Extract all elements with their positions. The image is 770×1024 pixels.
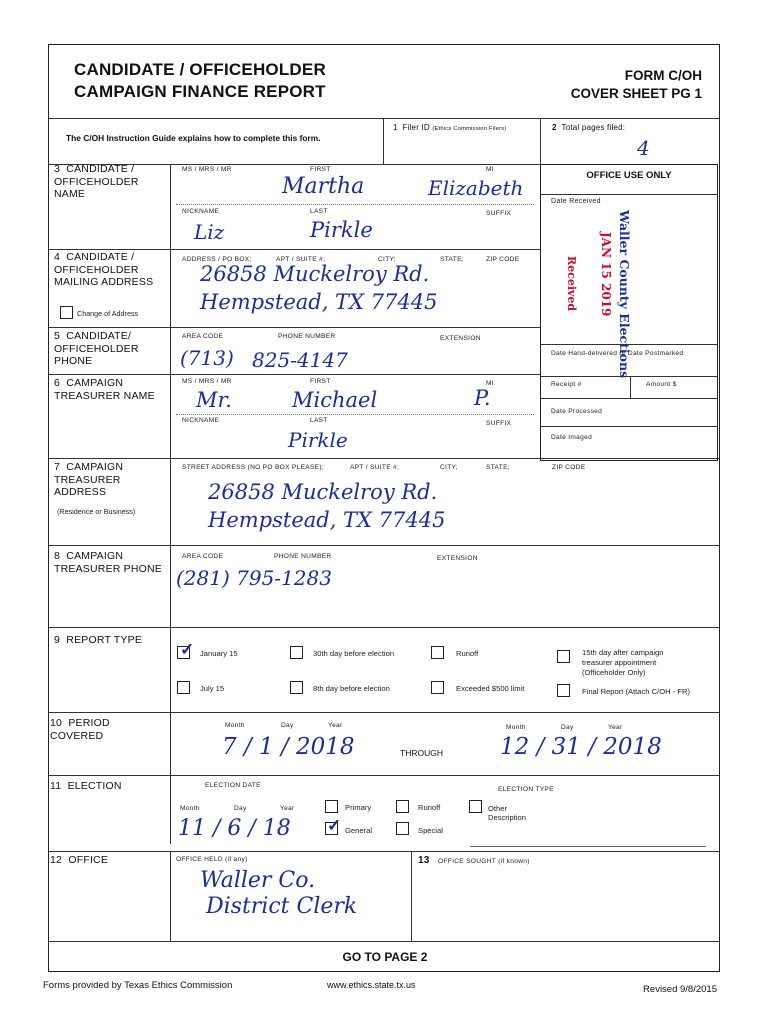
other-label: Other	[488, 804, 507, 813]
form-id-line2: COVER SHEET PG 1	[570, 86, 702, 101]
s3-last-label: LAST	[310, 208, 328, 215]
pages-divider	[540, 118, 541, 164]
s3-prefix-label: MS / MRS / MR	[182, 166, 232, 173]
form-title-line1: CANDIDATE / OFFICEHOLDER	[74, 60, 326, 79]
s3-mi-label: MI	[486, 166, 494, 173]
s10-from-day-label: Day	[281, 722, 294, 729]
general-checkmark-icon: ✓	[327, 816, 342, 835]
primary-label: Primary	[345, 803, 372, 812]
s8-area-label: AREA CODE	[182, 553, 224, 560]
footer-revised: Revised 9/8/2015	[643, 984, 717, 995]
s4-apt-label: APT / SUITE #;	[276, 256, 326, 263]
election-date-label: ELECTION DATE	[205, 782, 261, 789]
s4-zip-label: ZIP CODE	[486, 256, 520, 263]
day30-checkbox[interactable]	[290, 646, 303, 659]
runoff-report-label: Runoff	[456, 649, 479, 658]
s3-nickname[interactable]: Liz	[194, 220, 225, 244]
general-label: General	[345, 826, 373, 835]
s10-from-month-label: Month	[225, 722, 245, 729]
section-11-label: 11 ELECTION	[50, 780, 122, 792]
s3-first-name[interactable]: Martha	[282, 174, 365, 199]
runoff-report-checkbox[interactable]	[431, 646, 444, 659]
divider-9	[48, 627, 720, 628]
s7-state-label: STATE;	[486, 464, 510, 471]
s7-apt-label: APT / SUITE #;	[350, 464, 400, 471]
s8-phone-value[interactable]: (281) 795-1283	[176, 566, 332, 590]
s3-nickname-label: NICKNAME	[182, 208, 220, 215]
s7-residence-note: (Residence or Business)	[57, 507, 136, 516]
section-12-label: 12 OFFICE	[50, 854, 109, 866]
s4-city-label: CITY;	[378, 256, 396, 263]
primary-checkbox[interactable]	[325, 800, 338, 813]
s6-prefix-label: MS / MRS / MR	[182, 378, 232, 385]
s6-last-name[interactable]: Pirkle	[288, 428, 348, 452]
total-pages-label: 2 Total pages filed:	[552, 123, 626, 132]
period-from-date[interactable]: 7 / 1 / 2018	[222, 734, 355, 760]
section-7-label: 7 CAMPAIGN TREASURER ADDRESS	[54, 461, 124, 498]
footer-provided: Forms provided by Texas Ethics Commission	[43, 980, 233, 991]
s3-first-label: FIRST	[310, 166, 331, 173]
section-8-label: 8 CAMPAIGN TREASURER PHONE	[54, 550, 163, 575]
divider-5	[48, 327, 540, 328]
s3-dotted-line	[176, 204, 534, 205]
office-use-title: OFFICE USE ONLY	[586, 170, 672, 181]
header-divider	[48, 118, 720, 119]
divider-12	[48, 851, 720, 852]
period-to-date[interactable]: 12 / 31 / 2018	[500, 734, 662, 760]
description-line	[470, 846, 706, 847]
stamp-received: Received	[565, 256, 578, 312]
exceeded-checkbox[interactable]	[431, 681, 444, 694]
stamp-county: Waller County Elections	[617, 210, 632, 379]
s6-suffix-label: SUFFIX	[486, 420, 512, 427]
date-received-label: Date Received	[551, 198, 601, 205]
divider-4	[48, 249, 540, 250]
section-5-label: 5 CANDIDATE/ OFFICEHOLDER PHONE	[54, 330, 139, 367]
amount-label: Amount $	[646, 381, 677, 388]
election-date-value[interactable]: 11 / 6 / 18	[178, 816, 291, 841]
s5-phone-number[interactable]: 825-4147	[252, 348, 348, 372]
office-held-line1[interactable]: Waller Co.	[200, 868, 316, 893]
stamp-date: JAN 15 2019	[599, 232, 613, 317]
jan15-checkmark-icon: ✓	[180, 640, 195, 659]
s6-first-label: FIRST	[310, 378, 331, 385]
change-of-address-label: Change of Address	[77, 309, 139, 318]
jul15-label: July 15	[200, 684, 225, 693]
s6-first-name[interactable]: Michael	[292, 388, 378, 412]
office-divider-4	[541, 426, 717, 427]
s6-mi-label: MI	[486, 380, 494, 387]
final-report-label: Final Report (Attach C/OH - FR)	[582, 687, 691, 696]
office-divider-2	[541, 376, 717, 377]
day30-label: 30th day before election	[313, 649, 395, 658]
section-6-label: 6 CAMPAIGN TREASURER NAME	[54, 377, 155, 402]
hand-delivered-label: Date Hand-delivered or Date Postmarked	[551, 350, 684, 357]
special-label: Special	[418, 826, 443, 835]
final-report-checkbox[interactable]	[557, 684, 570, 697]
through-label: THROUGH	[400, 748, 443, 758]
section-4-label: 4 CANDIDATE / OFFICEHOLDER MAILING ADDRESS	[54, 251, 154, 288]
s12-divider	[170, 851, 171, 941]
divider-10	[48, 712, 720, 713]
s4-address-line2[interactable]: Hempstead, TX 77445	[200, 290, 438, 314]
s7-zip-label: ZIP CODE	[552, 464, 586, 471]
s8-ext-label: EXTENSION	[437, 555, 478, 562]
date-processed-label: Date Processed	[551, 408, 603, 415]
description-label: Description	[488, 813, 526, 822]
day15-checkbox[interactable]	[557, 650, 570, 663]
office-divider-1	[541, 344, 717, 345]
s6-prefix[interactable]: Mr.	[196, 388, 232, 412]
day8-label: 8th day before election	[313, 684, 390, 693]
footer-url[interactable]: www.ethics.state.tx.us	[327, 980, 416, 990]
s13-divider	[411, 851, 412, 941]
office-held-label: OFFICE HELD (if any)	[176, 856, 248, 863]
s11-day-label: Day	[234, 805, 247, 812]
s5-area-code[interactable]: (713)	[180, 346, 234, 370]
divider-6	[48, 374, 540, 375]
s7-address-label: STREET ADDRESS (NO PO BOX PLEASE);	[182, 464, 324, 471]
s4-state-label: STATE;	[440, 256, 464, 263]
instruction-text: The C/OH Instruction Guide explains how to complete this form.	[66, 133, 321, 143]
section-3-label: 3 CANDIDATE / OFFICEHOLDER NAME	[54, 163, 139, 200]
s10-to-month-label: Month	[506, 724, 526, 731]
day8-checkbox[interactable]	[290, 681, 303, 694]
election-runoff-checkbox[interactable]	[396, 800, 409, 813]
divider-11	[48, 775, 720, 776]
receipt-label: Receipt #	[551, 381, 582, 388]
jul15-checkbox[interactable]	[177, 681, 190, 694]
day15-label-line2: treasurer appointment	[582, 658, 657, 667]
filer-id-field[interactable]	[392, 138, 532, 158]
election-runoff-label: Runoff	[418, 803, 441, 812]
s3-last-name[interactable]: Pirkle	[310, 218, 373, 242]
receipt-divider	[630, 376, 631, 398]
office-divider-3	[541, 398, 717, 399]
s6-middle-initial[interactable]: P.	[474, 386, 491, 410]
s5-ext-label: EXTENSION	[440, 335, 481, 342]
s4-address-line1[interactable]: 26858 Muckelroy Rd.	[200, 262, 430, 286]
form-title-line2: CAMPAIGN FINANCE REPORT	[74, 82, 326, 101]
office-sought-field[interactable]	[418, 872, 714, 932]
election-type-label: ELECTION TYPE	[498, 786, 554, 793]
s10-to-year-label: Year	[608, 724, 623, 731]
s3-suffix-label: SUFFIX	[486, 210, 512, 217]
s4-address-label: ADDRESS / PO BOX;	[182, 256, 252, 263]
s6-last-label: LAST	[310, 417, 328, 424]
section-13-num: 13	[418, 855, 430, 866]
total-pages-value[interactable]: 4	[637, 136, 650, 160]
section-10-label: 10 PERIOD COVERED	[50, 717, 110, 742]
section-9-label: 9 REPORT TYPE	[54, 634, 143, 646]
office-held-line2[interactable]: District Clerk	[206, 894, 358, 919]
s3-middle-name[interactable]: Elizabeth	[428, 176, 524, 200]
s10-from-year-label: Year	[328, 722, 343, 729]
s6-nickname-label: NICKNAME	[182, 417, 220, 424]
s7-address-line1[interactable]: 26858 Muckelroy Rd.	[208, 480, 438, 504]
other-checkbox[interactable]	[469, 800, 482, 813]
s7-address-line2[interactable]: Hempstead, TX 77445	[208, 508, 446, 532]
s10-to-day-label: Day	[561, 724, 574, 731]
s11-month-label: Month	[180, 805, 200, 812]
change-of-address-checkbox[interactable]	[60, 306, 73, 319]
s5-area-label: AREA CODE	[182, 333, 224, 340]
filer-divider	[383, 118, 384, 164]
date-imaged-label: Date Imaged	[551, 434, 593, 441]
jan15-label: January 15	[200, 649, 238, 658]
exceeded-label: Exceeded $500 limit	[456, 684, 525, 693]
divider-footer	[48, 941, 720, 942]
special-checkbox[interactable]	[396, 822, 409, 835]
form-id-line1: FORM C/OH	[624, 68, 702, 83]
s11-year-label: Year	[280, 805, 295, 812]
s7-city-label: CITY;	[440, 464, 458, 471]
day15-label-line3: (Officeholder Only)	[582, 668, 646, 677]
day15-label-line1: 15th day after campaign	[582, 648, 664, 657]
office-sought-label: OFFICE SOUGHT (if known)	[438, 858, 530, 865]
label-column-divider	[170, 164, 171, 844]
filer-id-label: 1 Filer ID (Ethics Commission Filers)	[393, 123, 507, 132]
s8-phone-label: PHONE NUMBER	[274, 553, 332, 560]
s6-dotted-line	[176, 414, 534, 415]
office-title-divider	[541, 194, 717, 195]
go-to-page-2: GO TO PAGE 2	[342, 950, 428, 964]
s5-phone-label: PHONE NUMBER	[278, 333, 336, 340]
divider-8	[48, 545, 720, 546]
